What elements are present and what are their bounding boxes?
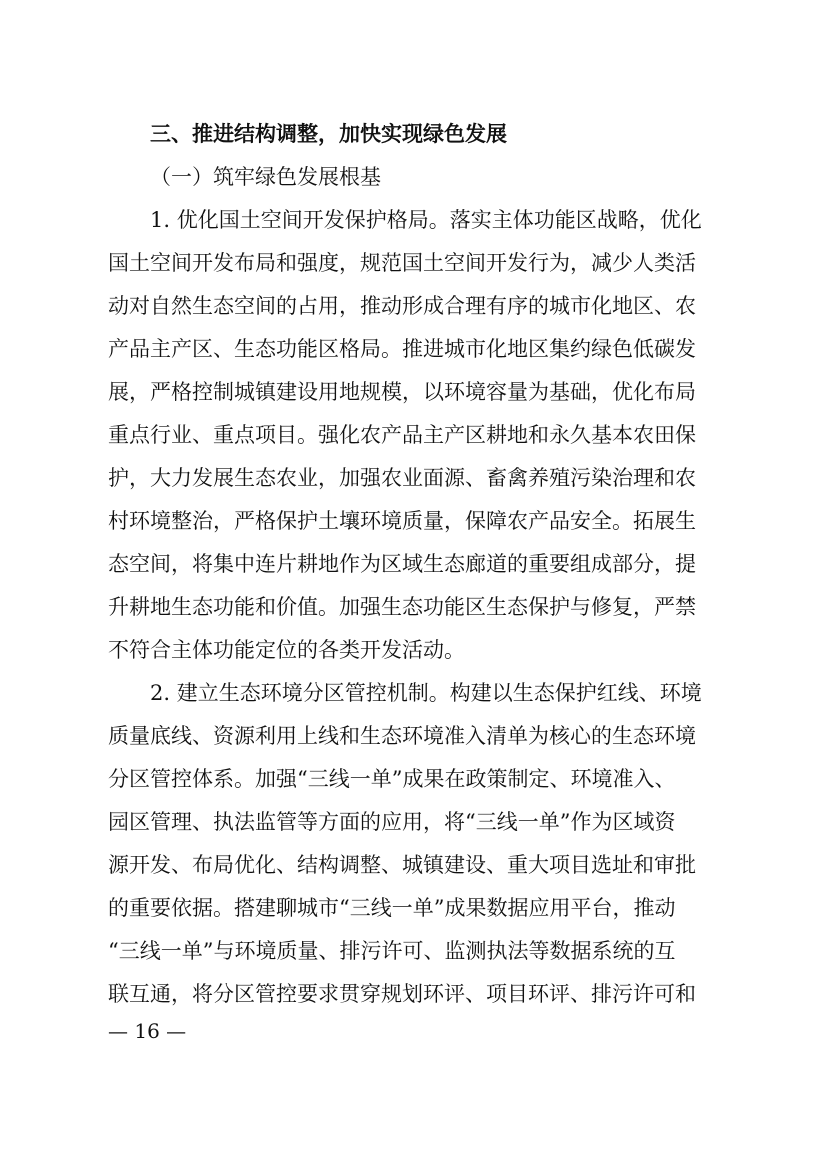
paragraph-line: 园区管理、执法监管等方面的应用，将“三线一单”作为区域资 — [108, 810, 676, 834]
paragraph-line: 2. 建立生态环境分区管控机制。构建以生态保护红线、环境 — [150, 681, 702, 705]
paragraph-line: 分区管控体系。加强“三线一单”成果在政策制定、环境准入、 — [108, 767, 676, 791]
paragraph-line: 源开发、布局优化、结构调整、城镇建设、重大项目选址和审批 — [108, 853, 696, 877]
paragraph-line: 升耕地生态功能和价值。加强生态功能区生态保护与修复，严禁 — [108, 595, 696, 619]
paragraph-line: 国土空间开发布局和强度，规范国土空间开发行为，减少人类活 — [108, 251, 696, 275]
paragraph-line: 态空间，将集中连片耕地作为区域生态廊道的重要组成部分，提 — [108, 552, 696, 576]
section-heading: 三、推进结构调整，加快实现绿色发展 — [150, 122, 507, 146]
paragraph-line: 护，大力发展生态农业，加强农业面源、畜禽养殖污染治理和农 — [108, 466, 696, 490]
paragraph-line: 产品主产区、生态功能区格局。推进城市化地区集约绿色低碳发 — [108, 337, 696, 361]
paragraph-line: 展，严格控制城镇建设用地规模，以环境容量为基础，优化布局 — [108, 380, 696, 404]
paragraph-line: 质量底线、资源利用上线和生态环境准入清单为核心的生态环境 — [108, 724, 696, 748]
paragraph-line: 1. 优化国土空间开发保护格局。落实主体功能区战略，优化 — [150, 208, 702, 232]
paragraph-line: 重点行业、重点项目。强化农产品主产区耕地和永久基本农田保 — [108, 423, 696, 447]
paragraph-line: 的重要依据。搭建聊城市“三线一单”成果数据应用平台，推动 — [108, 896, 676, 920]
paragraph-line: 村环境整治，严格保护土壤环境质量，保障农产品安全。拓展生 — [108, 509, 696, 533]
subsection-heading: （一）筑牢绿色发展根基 — [150, 165, 381, 189]
paragraph-line: “三线一单”与环境质量、排污许可、监测执法等数据系统的互 — [108, 939, 676, 963]
paragraph-line: 动对自然生态空间的占用，推动形成合理有序的城市化地区、农 — [108, 294, 696, 318]
paragraph-line: 不符合主体功能定位的各类开发活动。 — [108, 638, 465, 662]
page-number: — 16 — — [108, 1019, 187, 1043]
paragraph-line: 联互通，将分区管控要求贯穿规划环评、项目环评、排污许可和 — [108, 982, 696, 1006]
